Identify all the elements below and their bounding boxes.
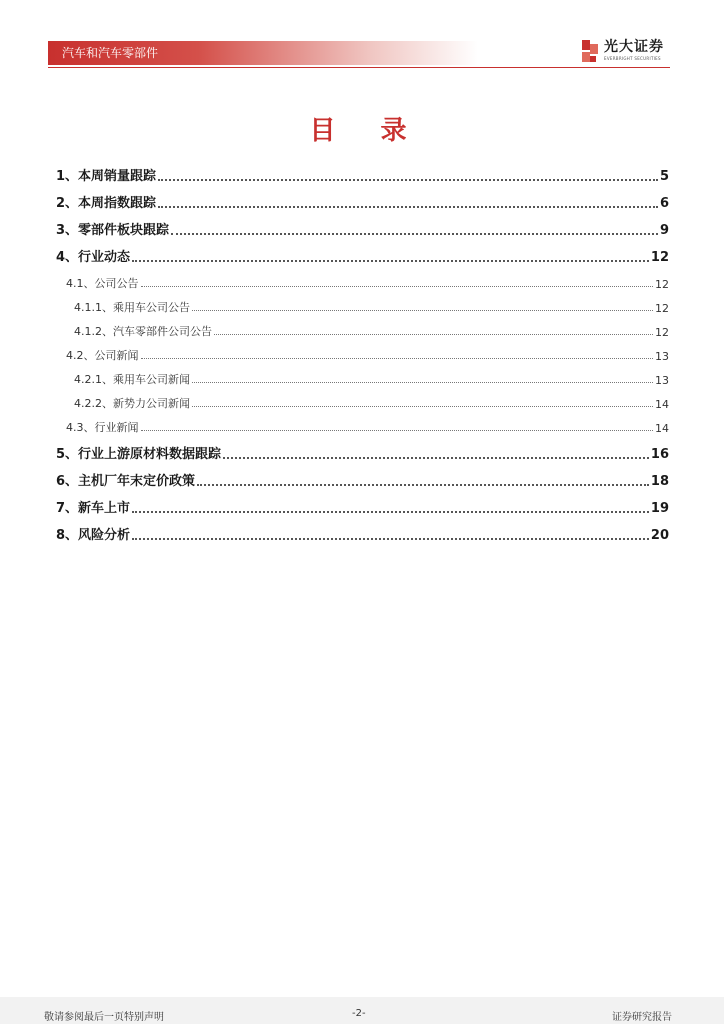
toc-entry-label: 乘用车公司公告: [113, 301, 190, 314]
toc-entry-page: 19: [650, 501, 669, 516]
toc-entry-number: 7、: [56, 501, 79, 516]
toc-entry-number: 1、: [56, 169, 79, 184]
toc-entry-label: 公司新闻: [94, 349, 139, 362]
toc-entry[interactable]: [56, 496, 669, 516]
toc-entry-label: 汽车零部件公司公告: [113, 325, 212, 338]
company-logo: [580, 38, 672, 66]
toc-dot-leader: [192, 310, 653, 311]
page-title: 目 录: [309, 116, 425, 146]
header-divider: [48, 67, 670, 68]
toc-entry[interactable]: [56, 245, 669, 265]
toc-entry-label: 本周指数跟踪: [78, 196, 157, 211]
toc-entry-label: 乘用车公司新闻: [113, 373, 190, 386]
toc-entry-number: 8、: [56, 528, 79, 543]
toc-entry-page: 18: [650, 474, 669, 489]
toc-entry-page: 6: [659, 196, 669, 211]
toc-dot-leader: [132, 538, 649, 540]
toc-entry-page: 12: [655, 326, 669, 339]
toc-entry[interactable]: [74, 393, 669, 411]
report-type: 证券研究报告: [612, 1012, 672, 1023]
toc-dot-leader: [192, 406, 653, 407]
toc-entry[interactable]: [66, 345, 669, 363]
toc-entry[interactable]: [66, 417, 669, 435]
toc-entry-page: 14: [655, 398, 669, 411]
toc-entry-page: 12: [655, 302, 669, 315]
toc-dot-leader: [171, 233, 658, 235]
toc-entry-page: 14: [655, 422, 669, 435]
footer-disclaimer: 敬请参阅最后一页特别声明: [44, 1012, 164, 1023]
toc-dot-leader: [158, 179, 658, 181]
toc-dot-leader: [214, 334, 653, 335]
toc-entry-number: 4.2.2、: [74, 397, 113, 410]
section-title: 汽车和汽车零部件: [62, 46, 159, 60]
toc-entry-label: 行业动态: [78, 250, 131, 265]
toc-entry-label: 主机厂年末定价政策: [78, 474, 196, 489]
toc-entry-number: 4.3、: [66, 421, 95, 434]
toc-entry-number: 4.1.2、: [74, 325, 113, 338]
toc-entry-label: 新势力公司新闻: [113, 397, 190, 410]
toc-entry[interactable]: [56, 469, 669, 489]
toc-entry-label: 公司公告: [94, 277, 139, 290]
toc-entry-number: 4.2.1、: [74, 373, 113, 386]
page-number: -2-: [352, 1008, 366, 1019]
toc-entry-number: 4.1、: [66, 277, 95, 290]
toc-entry-page: 9: [659, 223, 669, 238]
toc-entry-label: 行业新闻: [94, 421, 139, 434]
toc-dot-leader: [192, 382, 653, 383]
toc-dot-leader: [197, 484, 649, 486]
toc-entry-page: 5: [659, 169, 669, 184]
toc-entry-page: 13: [655, 350, 669, 363]
toc-entry-page: 13: [655, 374, 669, 387]
toc-entry[interactable]: [74, 297, 669, 315]
toc-dot-leader: [158, 206, 658, 208]
toc-entry-number: 5、: [56, 447, 79, 462]
toc-dot-leader: [132, 511, 649, 513]
toc-entry-number: 4.2、: [66, 349, 95, 362]
toc-entry-label: 新车上市: [78, 501, 131, 516]
toc-dot-leader: [141, 286, 654, 287]
logo-text: 光大证券: [604, 39, 664, 55]
toc-entry[interactable]: [56, 164, 669, 184]
toc-dot-leader: [223, 457, 649, 459]
toc-entry[interactable]: [66, 273, 669, 291]
toc-entry[interactable]: [56, 191, 669, 211]
toc-entry[interactable]: [56, 442, 669, 462]
toc-entry-number: 2、: [56, 196, 79, 211]
toc-entry-label: 本周销量跟踪: [78, 169, 157, 184]
toc-entry-page: 20: [650, 528, 669, 543]
toc-entry-number: 4.1.1、: [74, 301, 113, 314]
logo-subtext: EVERBRIGHT SECURITIES: [604, 56, 661, 61]
toc-entry-label: 零部件板块跟踪: [78, 223, 170, 238]
toc-entry[interactable]: [56, 218, 669, 238]
toc-entry-page: 16: [650, 447, 669, 462]
toc-entry-page: 12: [650, 250, 669, 265]
toc-entry-number: 4、: [56, 250, 79, 265]
toc-entry[interactable]: [56, 523, 669, 543]
toc-dot-leader: [141, 358, 654, 359]
toc-entry-page: 12: [655, 278, 669, 291]
toc-dot-leader: [132, 260, 649, 262]
toc-entry-label: 风险分析: [78, 528, 131, 543]
toc-entry-number: 3、: [56, 223, 79, 238]
toc-dot-leader: [141, 430, 654, 431]
logo-mark-icon: [580, 38, 600, 64]
toc-entry[interactable]: [74, 321, 669, 339]
toc-entry[interactable]: [74, 369, 669, 387]
toc-entry-number: 6、: [56, 474, 79, 489]
toc-entry-label: 行业上游原材料数据跟踪: [78, 447, 222, 462]
